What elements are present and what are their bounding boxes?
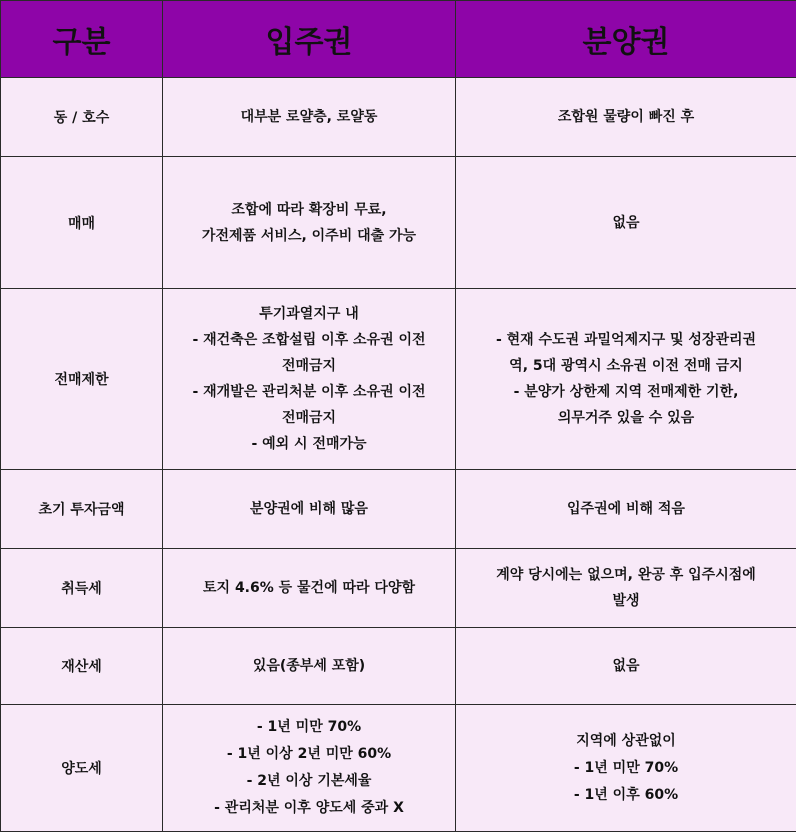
row-label: 동 / 호수: [1, 78, 163, 157]
row-trade: [1, 157, 796, 289]
header-category: 구분: [1, 1, 163, 78]
presale-cell: [456, 157, 796, 289]
cell-line: 발생: [462, 588, 790, 614]
cell-line: 가전제품 서비스, 이주비 대출 가능: [169, 223, 449, 249]
cell-line: - 1년 미만 70%: [462, 755, 790, 782]
cell-line: 전매금지: [169, 353, 449, 379]
cell-line: - 현재 수도권 과밀억제지구 및 성장관리권: [462, 327, 790, 353]
row-label: 매매: [1, 157, 163, 289]
row-label: 전매제한: [1, 289, 163, 470]
occupancy-cell: [163, 289, 456, 470]
row-dong-ho: [1, 78, 796, 157]
presale-cell: [456, 78, 796, 157]
row-initial-investment: [1, 470, 796, 549]
presale-cell: [456, 705, 796, 832]
presale-cell: [456, 289, 796, 470]
occupancy-cell: [163, 470, 456, 549]
cell-line: - 재건축은 조합설립 이후 소유권 이전: [169, 327, 449, 353]
cell-line: - 1년 이후 60%: [462, 782, 790, 809]
cell-line: 역, 5대 광역시 소유권 이전 전매 금지: [462, 353, 790, 379]
cell-line: 투기과열지구 내: [169, 301, 449, 327]
occupancy-cell: [163, 157, 456, 289]
cell-line: - 재개발은 관리처분 이후 소유권 이전: [169, 379, 449, 405]
row-resale-restriction: [1, 289, 796, 470]
cell-line: 조합에 따라 확장비 무료,: [169, 197, 449, 223]
cell-line: - 1년 미만 70%: [169, 714, 449, 741]
cell-line: 조합원 물량이 빠진 후: [462, 104, 790, 130]
cell-line: - 2년 이상 기본세율: [169, 768, 449, 795]
cell-line: 없음: [462, 653, 790, 679]
row-capital-gains-tax: [1, 705, 796, 832]
header-presale-right: 분양권: [456, 1, 796, 78]
row-label: 양도세: [1, 705, 163, 832]
cell-line: 없음: [462, 210, 790, 236]
occupancy-cell: [163, 628, 456, 705]
cell-line: 있음(종부세 포함): [169, 653, 449, 679]
presale-cell: [456, 628, 796, 705]
cell-line: 토지 4.6% 등 물건에 따라 다양함: [169, 575, 449, 601]
occupancy-cell: [163, 705, 456, 832]
occupancy-cell: [163, 78, 456, 157]
cell-line: 의무거주 있을 수 있음: [462, 405, 790, 431]
row-label: 재산세: [1, 628, 163, 705]
cell-line: 지역에 상관없이: [462, 728, 790, 755]
cell-line: 분양권에 비해 많음: [169, 496, 449, 522]
cell-line: 대부분 로얄층, 로얄동: [169, 104, 449, 130]
cell-line: - 관리처분 이후 양도세 중과 X: [169, 795, 449, 822]
row-label: 취득세: [1, 549, 163, 628]
header-occupancy-right: 입주권: [163, 1, 456, 78]
presale-cell: [456, 549, 796, 628]
occupancy-cell: [163, 549, 456, 628]
cell-line: - 1년 이상 2년 미만 60%: [169, 741, 449, 768]
row-acquisition-tax: [1, 549, 796, 628]
row-property-tax: [1, 628, 796, 705]
row-label: 초기 투자금액: [1, 470, 163, 549]
cell-line: 계약 당시에는 없으며, 완공 후 입주시점에: [462, 562, 790, 588]
presale-cell: [456, 470, 796, 549]
cell-line: - 분양가 상한제 지역 전매제한 기한,: [462, 379, 790, 405]
header-row: [1, 1, 796, 78]
cell-line: 전매금지: [169, 405, 449, 431]
cell-line: - 예외 시 전매가능: [169, 431, 449, 457]
cell-line: 입주권에 비해 적음: [462, 496, 790, 522]
